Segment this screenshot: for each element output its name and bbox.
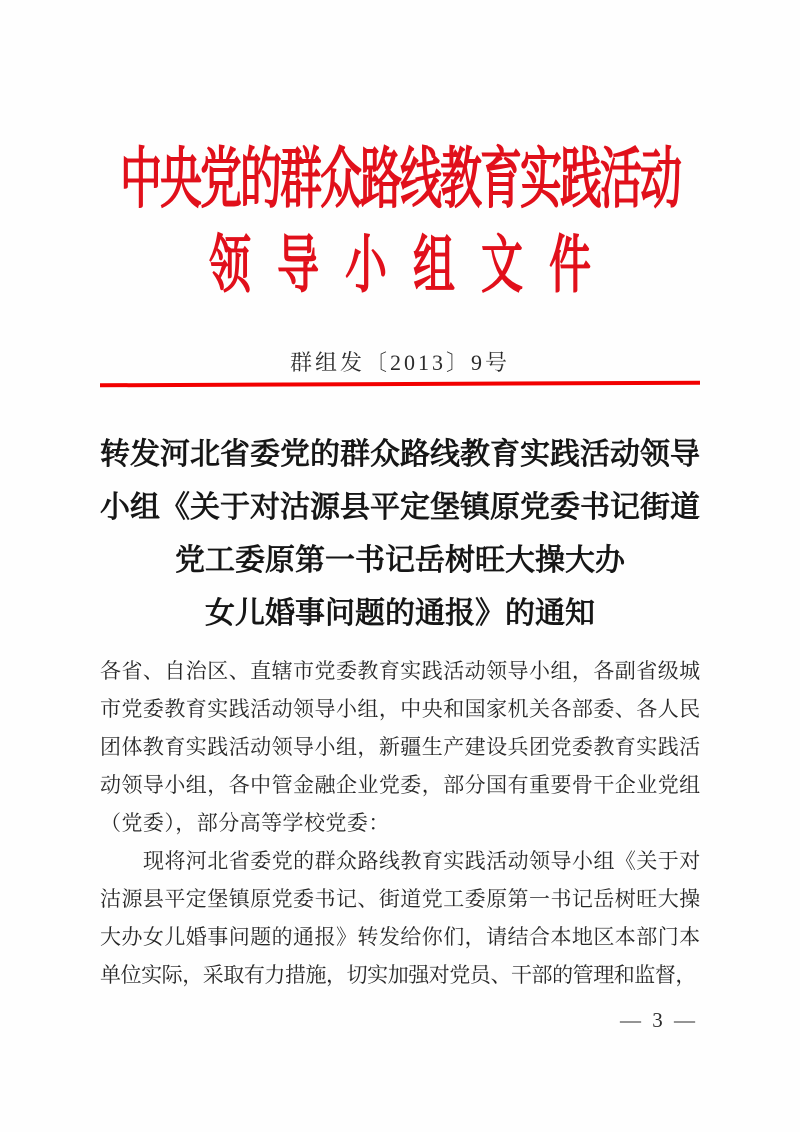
document-title xyxy=(90,428,710,640)
red-divider-rule xyxy=(100,381,700,388)
document-number: 群组发〔2013〕9号 xyxy=(289,350,510,375)
body-line: 市党委教育实践活动领导小组，中央和国家机关各部委、各人民 xyxy=(100,697,701,721)
title-line-3: 党工委原第一书记岳树旺大操大办 xyxy=(175,544,625,577)
body-line: 各省、自治区、直辖市党委教育实践活动领导小组，各副省级城 xyxy=(100,659,701,683)
masthead-title-line2: 领导小组文件 xyxy=(208,232,617,302)
body-line: （党委），部分高等学校党委： xyxy=(100,811,390,835)
body-line: 单位实际，采取有力措施，切实加强对党员、干部的管理和监督， xyxy=(100,963,696,987)
body-line: 动领导小组，各中管金融企业党委，部分国有重要骨干企业党组 xyxy=(100,773,701,797)
title-line-4: 女儿婚事问题的通报》的通知 xyxy=(205,597,595,630)
body-line: 现将河北省委党的群众路线教育实践活动领导小组《关于对 xyxy=(143,849,701,873)
body-line: 沽源县平定堡镇原党委书记、街道党工委原第一书记岳树旺大操 xyxy=(100,887,701,911)
body-line: 大办女儿婚事问题的通报》转发给你们，请结合本地区本部门本 xyxy=(100,925,701,949)
title-line-1: 转发河北省委党的群众路线教育实践活动领导 xyxy=(100,438,700,471)
body-line: 团体教育实践活动领导小组，新疆生产建设兵团党委教育实践活 xyxy=(100,735,701,759)
page-number: — 3 — xyxy=(620,1008,698,1032)
masthead-title-line1: 中央党的群众路线教育实践活动 xyxy=(119,144,680,218)
document-body xyxy=(100,652,700,994)
title-line-2: 小组《关于对沽源县平定堡镇原党委书记街道 xyxy=(100,491,700,524)
